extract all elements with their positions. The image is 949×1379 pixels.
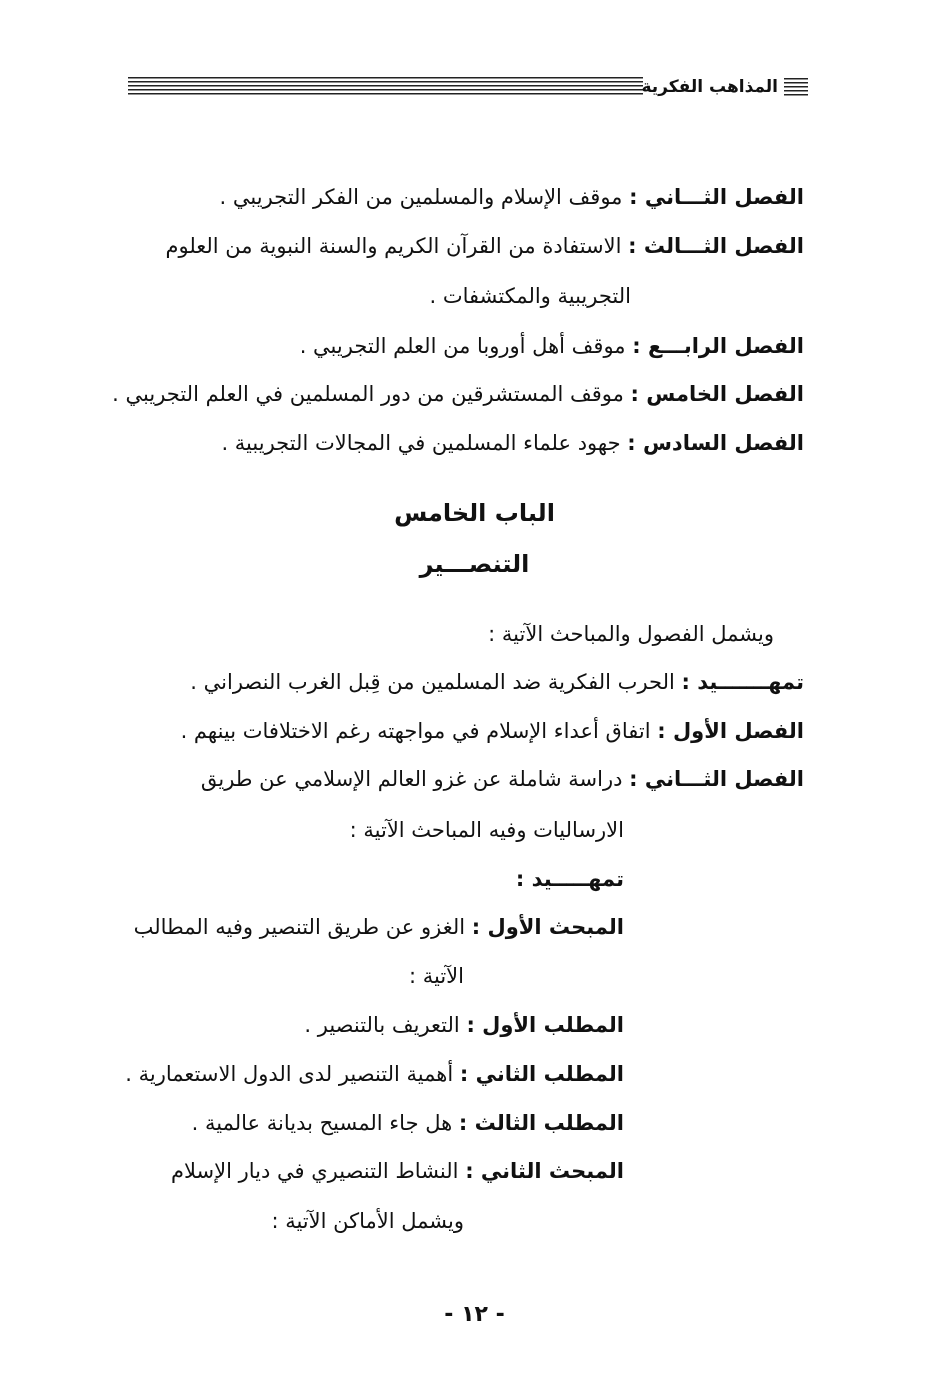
chapter-text: دراسة شاملة عن غزو العالم الإسلامي عن طريق [200, 767, 623, 791]
subsection-line-continuation [271, 1206, 464, 1236]
subsection-text: الغزو عن طريق التنصير وفيه المطالب [133, 915, 466, 939]
subsection-line [134, 912, 624, 942]
chapter-label: الفصل الخامس : [630, 382, 804, 406]
part-title: الباب الخامس [394, 499, 555, 527]
subsection-line-continuation [409, 961, 464, 991]
subsection-text: أهمية التنصير لدى الدول الاستعمارية . [125, 1062, 454, 1086]
subsection-label: المبحث الثاني : [465, 1159, 624, 1183]
chapter-text: موقف أهل أوروبا من العلم التجريبي . [299, 334, 626, 358]
chapter-text: الحرب الفكرية ضد المسلمين من قِبل الغرب النصراني . [190, 670, 675, 694]
chapter-label: الفصل الأول : [657, 719, 804, 743]
chapter-label: الفصل الثـــاني : [629, 185, 804, 209]
chapter-line [221, 428, 804, 458]
subsection-label: تمهـــــيد : [515, 867, 624, 891]
chapter-line [300, 331, 804, 361]
chapter-label: تمهـــــــيد : [681, 670, 804, 694]
chapter-text: الاستفادة من القرآن الكريم والسنة النبوية من العلوم [165, 234, 622, 258]
subsection-label: المطلب الثالث : [458, 1111, 624, 1135]
header-rule-lines [128, 77, 643, 95]
chapter-text: موقف المستشرقين من دور المسلمين في العلم التجريبي . [112, 382, 624, 406]
intro-line: ويشمل الفصول والمباحث الآتية : [488, 622, 774, 646]
chapter-text: جهود علماء المسلمين في المجالات التجريبية . [221, 431, 621, 455]
subsection-text: هل جاء المسيح بديانة عالمية . [191, 1111, 453, 1135]
chapter-label: الفصل الثـــالث : [628, 234, 804, 258]
page-number: - ١٢ - [444, 1302, 505, 1327]
header-title: المذاهب الفكرية [641, 77, 778, 97]
subject-title: التنصـــير [419, 550, 530, 578]
subsection-line [192, 1108, 624, 1138]
subsection-line [516, 864, 624, 894]
subsection-line [304, 1010, 624, 1040]
chapter-line [112, 379, 804, 409]
subsection-line [125, 1059, 624, 1089]
chapter-line [181, 716, 804, 746]
subsection-text: التعريف بالتنصير . [304, 1013, 460, 1037]
chapter-label: الفصل الرابـــع : [632, 334, 804, 358]
subsection-line [171, 1156, 624, 1186]
running-header [128, 74, 808, 100]
chapter-line-continuation [430, 281, 632, 311]
chapter-text: اتفاق أعداء الإسلام في مواجهته رغم الاختلافات بينهم . [180, 719, 651, 743]
subsection-label: المبحث الأول : [471, 915, 624, 939]
chapter-label: الفصل السادس : [627, 431, 804, 455]
chapter-line [220, 182, 804, 212]
subsection-label: المطلب الأول : [466, 1013, 624, 1037]
chapter-text: موقف الإسلام والمسلمين من الفكر التجريبي . [219, 185, 623, 209]
chapter-line [165, 231, 804, 261]
chapter-text: الارساليات وفيه المباحث الآتية : [349, 818, 624, 842]
subsection-text: النشاط التنصيري في ديار الإسلام [170, 1159, 459, 1183]
chapter-label: الفصل الثـــاني : [629, 767, 804, 791]
chapter-line [201, 764, 804, 794]
subsection-text: الآتية : [408, 964, 464, 988]
subsection-label: المطلب الثاني : [459, 1062, 624, 1086]
subsection-text: ويشمل الأماكن الآتية : [271, 1209, 464, 1233]
chapter-line-continuation [350, 815, 624, 845]
chapter-line [190, 667, 804, 697]
header-lines-icon [784, 78, 808, 96]
chapter-text: التجريبية والمكتشفات . [429, 284, 631, 308]
